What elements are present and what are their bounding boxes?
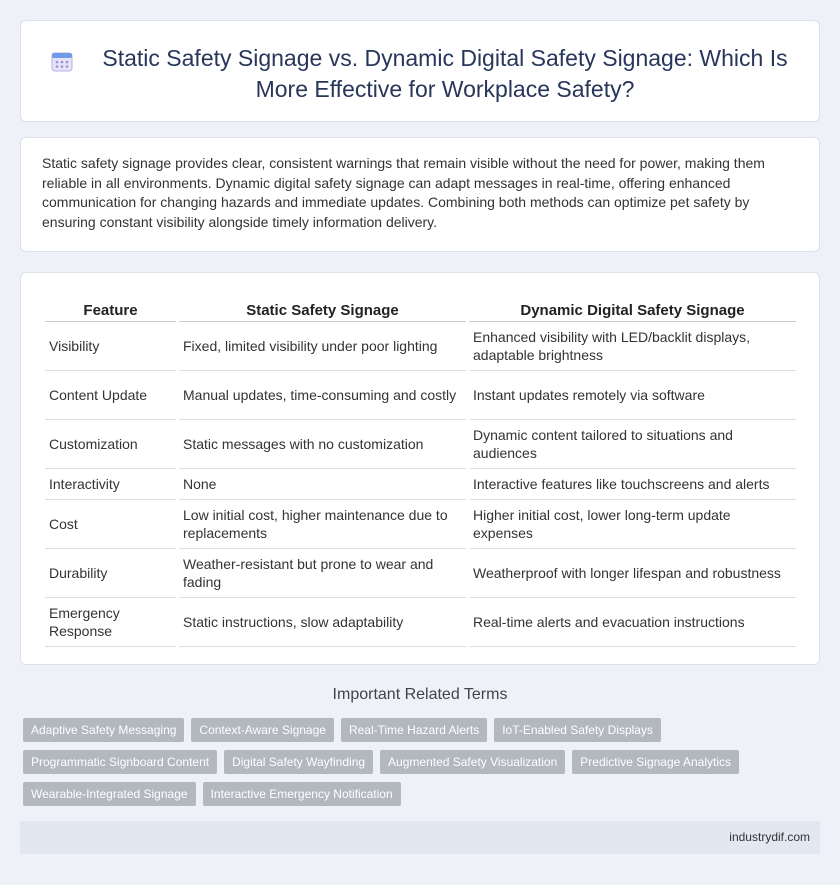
static-cell: None <box>179 469 466 500</box>
table-row <box>45 322 796 371</box>
dynamic-cell: Enhanced visibility with LED/backlit displays, adaptable brightness <box>469 322 796 371</box>
dynamic-cell: Dynamic content tailored to situations and audiences <box>469 420 796 469</box>
column-header-feature: Feature <box>45 295 176 322</box>
column-header-static: Static Safety Signage <box>179 295 466 322</box>
title-card <box>20 20 820 122</box>
feature-cell: Visibility <box>45 322 176 371</box>
tag-link[interactable]: Programmatic Signboard Content <box>23 750 217 774</box>
tag-link[interactable]: Context-Aware Signage <box>191 718 334 742</box>
tag-row <box>23 782 823 806</box>
intro-card <box>20 137 820 252</box>
feature-cell: Content Update <box>45 371 176 420</box>
tag-link[interactable]: IoT-Enabled Safety Displays <box>494 718 661 742</box>
static-cell: Fixed, limited visibility under poor lighting <box>179 322 466 371</box>
tag-link[interactable]: Augmented Safety Visualization <box>380 750 565 774</box>
feature-cell: Cost <box>45 500 176 549</box>
feature-cell: Emergency Response <box>45 598 176 647</box>
table-row <box>45 500 796 549</box>
tag-link[interactable]: Wearable-Integrated Signage <box>23 782 196 806</box>
table-header-row <box>45 295 796 322</box>
dynamic-cell: Real-time alerts and evacuation instructions <box>469 598 796 647</box>
footer-site-link[interactable]: industrydif.com <box>729 830 810 844</box>
intro-paragraph: Static safety signage provides clear, consistent warnings that remain visible without the need for power, making them reliable in all environments. Dynamic digital safety signage can adapt messages in real-time, offering enhanced communication for changing hazards and immediate updates. Combining both methods can optimize pet safety by ensuring constant visibility alongside timely information delivery. <box>42 155 765 230</box>
related-terms-list <box>23 718 823 814</box>
table-row <box>45 549 796 598</box>
static-cell: Static messages with no customization <box>179 420 466 469</box>
dynamic-cell: Higher initial cost, lower long-term update expenses <box>469 500 796 549</box>
footer <box>20 821 820 854</box>
table-row <box>45 598 796 647</box>
feature-cell: Interactivity <box>45 469 176 500</box>
page-title: Static Safety Signage vs. Dynamic Digital Safety Signage: Which Is More Effective for Workplace Safety? <box>102 45 788 102</box>
comparison-card <box>20 272 820 665</box>
table-row <box>45 469 796 500</box>
static-cell: Manual updates, time-consuming and costly <box>179 371 466 420</box>
tag-link[interactable]: Predictive Signage Analytics <box>572 750 739 774</box>
dynamic-cell: Instant updates remotely via software <box>469 371 796 420</box>
static-cell: Static instructions, slow adaptability <box>179 598 466 647</box>
static-cell: Weather-resistant but prone to wear and fading <box>179 549 466 598</box>
tag-row <box>23 718 823 742</box>
table-row <box>45 371 796 420</box>
tag-link[interactable]: Digital Safety Wayfinding <box>224 750 373 774</box>
static-cell: Low initial cost, higher maintenance due to replacements <box>179 500 466 549</box>
feature-cell: Durability <box>45 549 176 598</box>
column-header-dynamic: Dynamic Digital Safety Signage <box>469 295 796 322</box>
dynamic-cell: Weatherproof with longer lifespan and robustness <box>469 549 796 598</box>
related-terms-title: Important Related Terms <box>332 686 508 703</box>
tag-link[interactable]: Adaptive Safety Messaging <box>23 718 184 742</box>
feature-cell: Customization <box>45 420 176 469</box>
dynamic-cell: Interactive features like touchscreens and alerts <box>469 469 796 500</box>
tag-link[interactable]: Interactive Emergency Notification <box>203 782 401 806</box>
tag-row <box>23 750 823 774</box>
tag-link[interactable]: Real-Time Hazard Alerts <box>341 718 487 742</box>
table-row <box>45 420 796 469</box>
comparison-table <box>42 295 799 647</box>
